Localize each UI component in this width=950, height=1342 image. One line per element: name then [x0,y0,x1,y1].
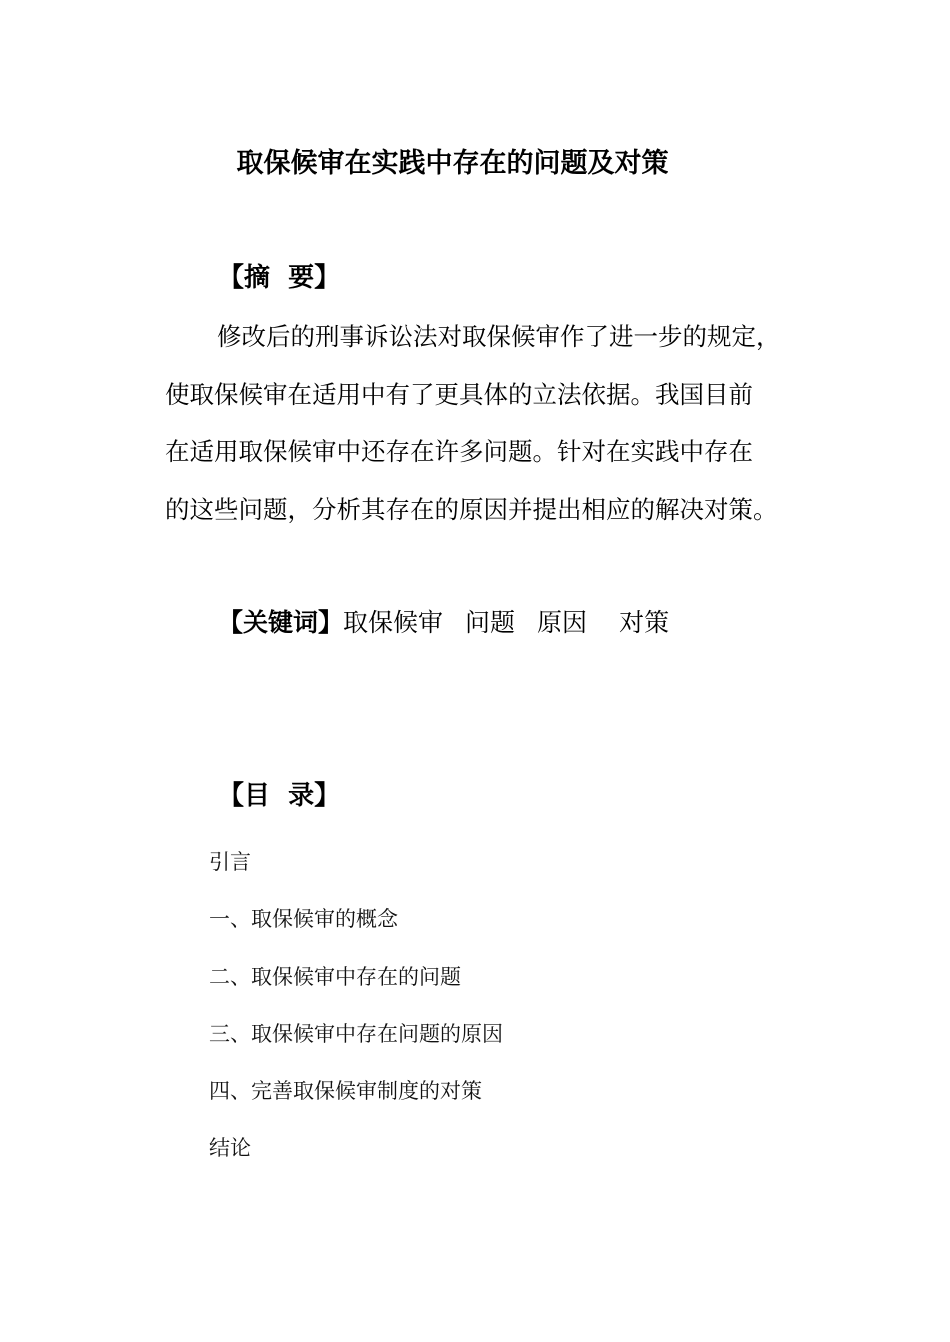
abstract-line: 在适用取保候审中还存在许多问题。针对在实践中存在 [165,437,753,466]
toc-list [209,834,503,1178]
abstract-line: 的这些问题，分析其存在的原因并提出相应的解决对策。 [165,494,778,524]
keywords-line [218,603,669,643]
toc-item-conclusion: 结论 [209,1136,251,1161]
abstract-body [165,308,797,538]
abstract-line: 修改后的刑事诉讼法对取保候审作了进一步的规定， [217,322,781,351]
keyword-item: 取保候审 [343,608,444,637]
toc-item-countermeasures: 四、完善取保候审制度的对策 [209,1079,482,1104]
abstract-line: 使取保候审在适用中有了更具体的立法依据。我国目前 [165,379,753,409]
toc-heading: 【目 录】 [218,781,341,811]
keyword-item: 对策 [619,608,670,637]
keyword-item: 原因 [537,608,588,637]
toc-item-concept: 一、取保候审的概念 [209,907,398,932]
toc-item-problems: 二、取保候审中存在的问题 [209,964,461,989]
keyword-item: 问题 [465,608,516,637]
abstract-heading: 【摘 要】 [218,263,341,293]
toc-item-causes: 三、取保候审中存在问题的原因 [209,1021,503,1046]
keywords-label: 【关键词】 [218,608,344,637]
toc-item-introduction: 引言 [209,850,251,874]
document-title: 取保候审在实践中存在的问题及对策 [236,148,669,179]
